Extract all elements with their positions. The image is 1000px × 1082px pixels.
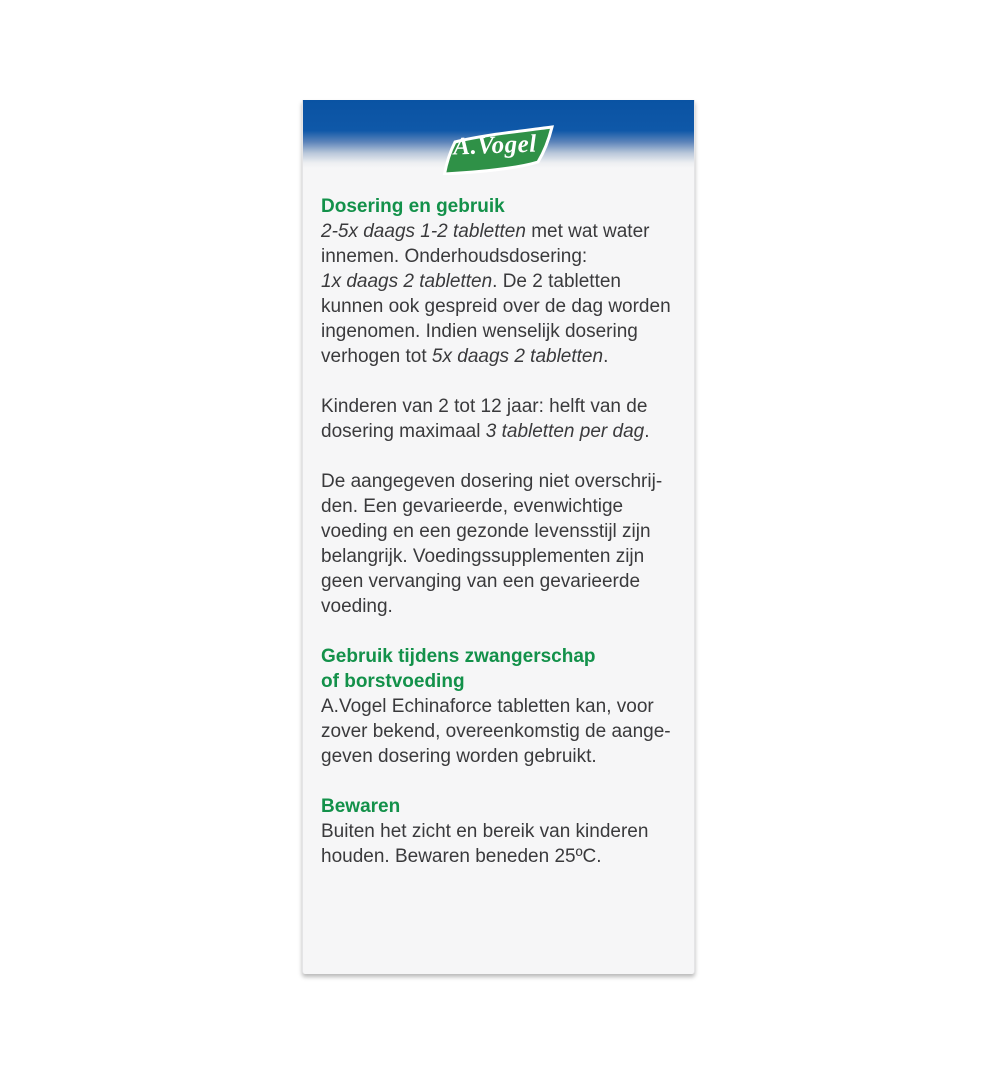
text-line: ingenomen. Indien wenselijk dosering: [321, 321, 638, 342]
package-side-panel: [302, 100, 695, 974]
text-line: zover bekend, overeenkomstig de aange-: [321, 721, 671, 742]
text-line: houden. Bewaren beneden 25ºC.: [321, 846, 602, 867]
heading-line: of borstvoeding: [321, 671, 465, 692]
heading-line: Bewaren: [321, 796, 401, 817]
section: [321, 194, 674, 619]
avogel-logo: [442, 125, 556, 175]
text-line: geven dosering worden gebruikt.: [321, 746, 597, 767]
heading-line: Gebruik tijdens zwangerschap: [321, 646, 596, 667]
section-heading: [321, 794, 674, 819]
text-line: geen vervanging van een gevarieerde: [321, 571, 641, 592]
text-line: Buiten het zicht en bereik van kinderen: [321, 821, 649, 842]
section-heading: [321, 644, 674, 694]
paragraph: [321, 219, 674, 369]
paragraph: [321, 694, 674, 769]
paragraph: [321, 394, 674, 444]
text-line: A.Vogel Echinaforce tabletten kan, voor: [321, 696, 654, 717]
text-line: voeding en een gezonde levensstijl zijn: [321, 521, 651, 542]
text-line: 2-5x daags 1-2 tabletten met wat water: [321, 221, 650, 242]
text-line: belangrijk. Voedingssupplementen zijn: [321, 546, 645, 567]
text-line: Kinderen van 2 tot 12 jaar: helft van de: [321, 396, 648, 417]
logo-wordmark: A.Vogel: [452, 130, 537, 161]
heading-line: Dosering en gebruik: [321, 196, 505, 217]
paragraph: [321, 469, 674, 619]
text-line: kunnen ook gespreid over de dag worden: [321, 296, 671, 317]
text-line: 1x daags 2 tabletten. De 2 tabletten: [321, 271, 622, 292]
section: [321, 644, 674, 769]
paragraph: [321, 819, 674, 869]
panel-content: [321, 194, 674, 869]
text-line: voeding.: [321, 596, 393, 617]
section-heading: [321, 194, 674, 219]
section: [321, 794, 674, 869]
text-line: De aangegeven dosering niet overschrij-: [321, 471, 663, 492]
text-line: den. Een gevarieerde, evenwichtige: [321, 496, 624, 517]
text-line: dosering maximaal 3 tabletten per dag.: [321, 421, 650, 442]
text-line: innemen. Onderhoudsdosering:: [321, 246, 588, 267]
text-line: verhogen tot 5x daags 2 tabletten.: [321, 346, 609, 367]
